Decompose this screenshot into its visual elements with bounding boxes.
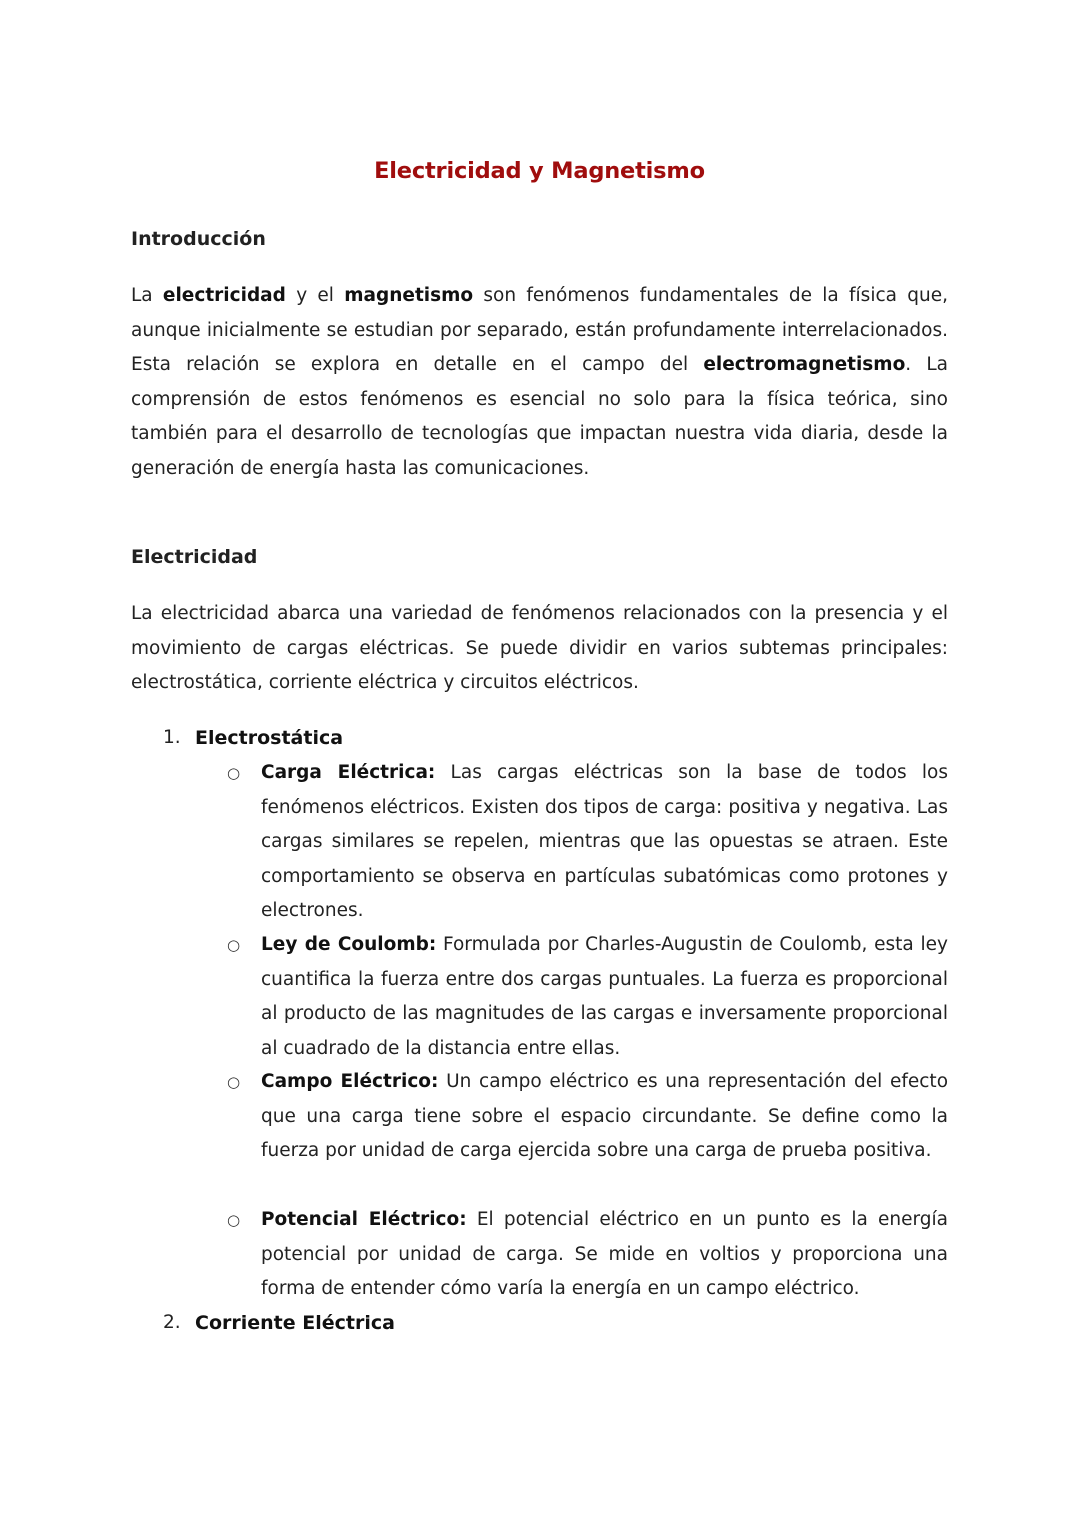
list-item-title-corriente-electrica: Corriente Eléctrica (195, 1312, 395, 1334)
electricidad-paragraph: La electricidad abarca una variedad de fenómenos relacionados con la presencia y el movimiento de cargas eléctricas. Se puede dividir en varios subtemas principales: electrostática, corriente eléctrica y circuitos eléctricos. (131, 603, 948, 693)
list-number: 2. (163, 1312, 181, 1333)
bullet-marker: ○ (227, 936, 241, 954)
list-number: 1. (163, 727, 181, 748)
intro-text: La (131, 285, 163, 306)
bullet-marker: ○ (227, 1073, 241, 1091)
intro-text: y el (285, 285, 345, 306)
bullet-marker: ○ (227, 1211, 241, 1229)
bullet-text: Las cargas eléctricas son la base de todos los fenómenos eléctricos. Existen dos tipos de carga: positiva y negativa. Las cargas similares se repelen, mientras que las opuestas se atraen. Este comportamiento se observa en partículas subatómicas como protones y electrones. (261, 762, 948, 921)
intro-text: son fenómenos fundamentales de la física que, aunque inicialmente se estudian por separado, están profundamente interrelacionados. Esta relación se explora en detalle en el campo del (131, 285, 948, 375)
bullet-ley-de-coulomb (261, 928, 948, 1066)
section-heading-introduccion: Introducción (131, 228, 266, 250)
bullet-text: Formulada por Charles-Augustin de Coulomb, esta ley cuantifica la fuerza entre dos cargas puntuales. La fuerza es proporcional al producto de las magnitudes de las cargas e inversamente proporcional al cuadrado de la distancia entre ellas. (261, 934, 948, 1059)
document-title: Electricidad y Magnetismo (374, 158, 705, 184)
list-item-title-electrostatica: Electrostática (195, 727, 344, 749)
bullet-text: El potencial eléctrico en un punto es la energía potencial por unidad de carga. Se mide en voltios y proporciona una forma de entender cómo varía la energía en un campo eléctrico. (261, 1209, 949, 1299)
term-magnetismo: magnetismo (344, 285, 474, 306)
bullet-marker: ○ (227, 764, 241, 782)
bullet-term: Carga Eléctrica: (261, 762, 436, 783)
section-heading-electricidad: Electricidad (131, 546, 258, 568)
bullet-term: Ley de Coulomb: (261, 934, 437, 955)
term-electromagnetismo: electromagnetismo (703, 354, 906, 375)
intro-text: . La comprensión de estos fenómenos es esencial no solo para la física teórica, sino también para el desarrollo de tecnologías que impactan nuestra vida diaria, desde la generación de energía hasta las comunicaciones. (131, 354, 949, 479)
bullet-text: Un campo eléctrico es una representación del efecto que una carga tiene sobre el espacio circundante. Se define como la fuerza por unidad de carga ejercida sobre una carga de prueba positiva. (261, 1071, 949, 1161)
term-electricidad: electricidad (162, 285, 286, 306)
intro-paragraph (131, 279, 948, 486)
bullet-potencial-electrico (261, 1203, 948, 1307)
bullet-term: Campo Eléctrico: (261, 1071, 439, 1092)
bullet-term: Potencial Eléctrico: (261, 1209, 467, 1230)
bullet-carga-electrica (261, 756, 948, 929)
bullet-campo-electrico (261, 1065, 948, 1169)
